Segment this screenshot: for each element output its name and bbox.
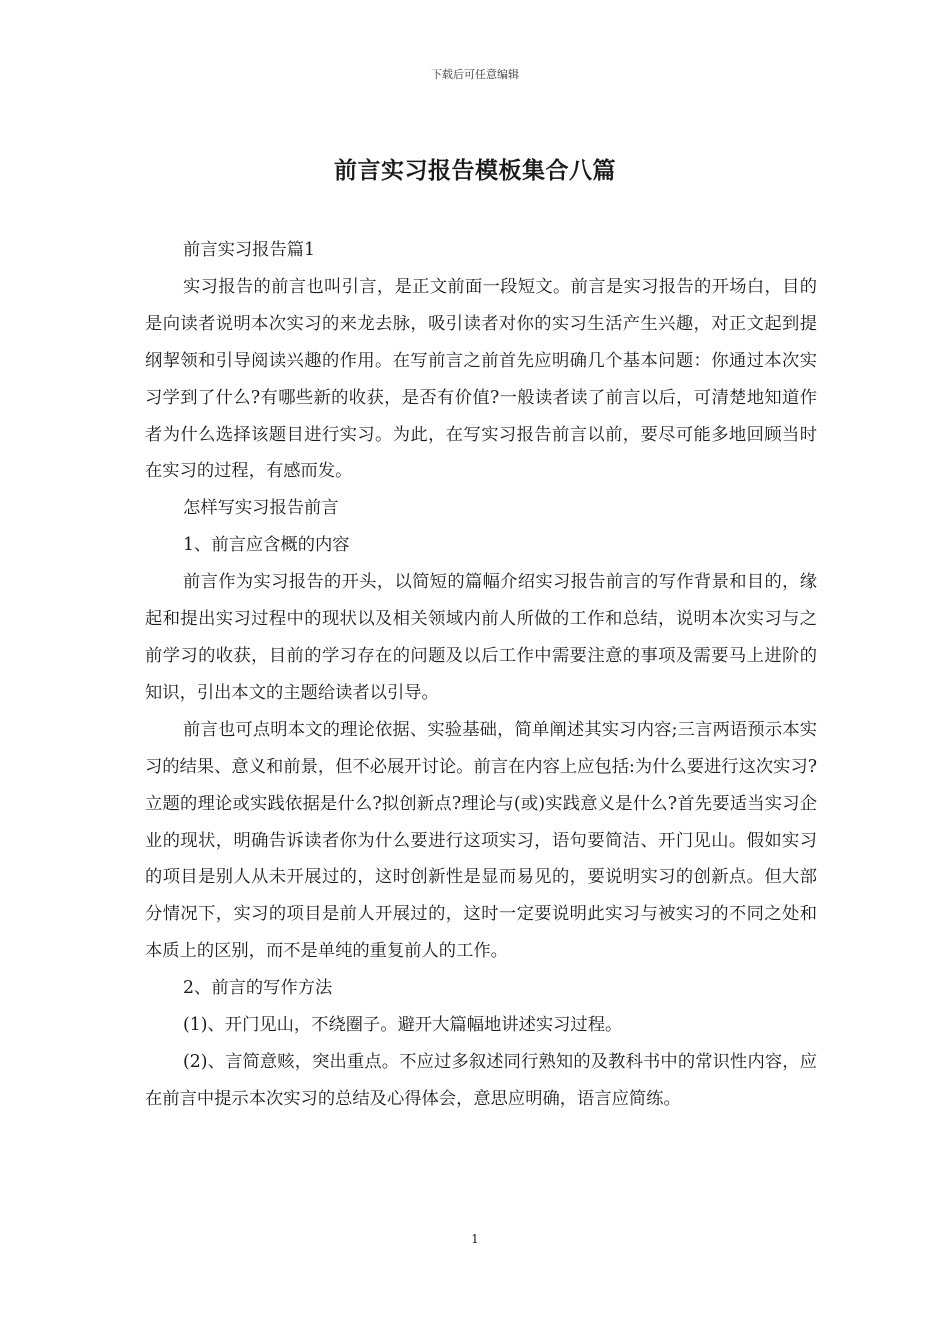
section-heading: 1、前言应含概的内容 — [183, 535, 350, 556]
document-title: 前言实习报告模板集合八篇 — [334, 157, 616, 184]
section-heading: 怎样写实习报告前言 — [183, 498, 339, 519]
header-note: 下载后可任意编辑 — [431, 68, 519, 81]
page-number: 1 — [471, 1232, 479, 1246]
list-item: (1)、开门见山，不绕圈子。避开大篇幅地讲述实习过程。 — [183, 1015, 623, 1036]
document-body — [145, 232, 817, 1118]
section-heading: 2、前言的写作方法 — [183, 978, 333, 999]
paragraph: 前言作为实习报告的开头，以简短的篇幅介绍实习报告前言的写作背景和目的，缘起和提出实习过程中的现状以及相关领域内前人所做的工作和总结，说明本次实习与之前学习的收获，目前的学习存在的问题及以后工作中需要注意的事项及需要马上进阶的知识，引出本文的主题给读者以引导。 — [145, 572, 817, 703]
paragraph: 实习报告的前言也叫引言，是正文前面一段短文。前言是实习报告的开场白，目的是向读者说明本次实习的来龙去脉，吸引读者对你的实习生活产生兴趣，对正文起到提纲挈领和引导阅读兴趣的作用。在写前言之前首先应明确几个基本问题：你通过本次实习学到了什么?有哪些新的收获，是否有价值?一般读者读了前言以后，可清楚地知道作者为什么选择该题目进行实习。为此，在写实习报告前言以前，要尽可能多地回顾当时在实习的过程，有感而发。 — [145, 276, 817, 482]
paragraph: 前言也可点明本文的理论依据、实验基础，简单阐述其实习内容;三言两语预示本实习的结果、意义和前景，但不必展开讨论。前言在内容上应包括:为什么要进行这次实习?立题的理论或实践依据是什么?拟创新点?理论与(或)实践意义是什么?首先要适当实习企业的现状，明确告诉读者你为什么要进行这项实习，语句要简洁、开门见山。假如实习的项目是别人从未开展过的，这时创新性是显而易见的，要说明实习的创新点。但大部分情况下，实习的项目是前人开展过的，这时一定要说明此实习与被实习的不同之处和本质上的区别，而不是单纯的重复前人的工作。 — [145, 719, 817, 962]
list-item: (2)、言简意赅，突出重点。不应过多叙述同行熟知的及教科书中的常识性内容，应在前言中提示本次实习的总结及心得体会，意思应明确，语言应简练。 — [145, 1051, 817, 1109]
section-heading: 前言实习报告篇1 — [183, 240, 316, 260]
